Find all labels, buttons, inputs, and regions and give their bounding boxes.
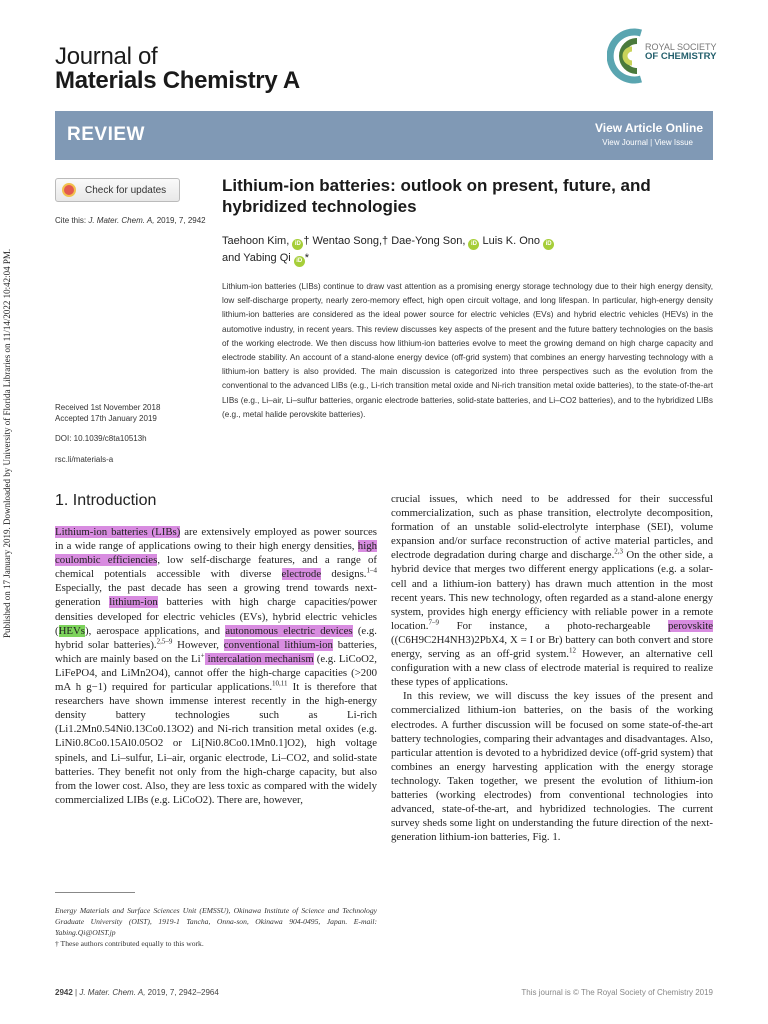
download-stamp: [2, 170, 16, 638]
text: batteries with high charge capacities/power densities developed for electric vehicles (EVs), hybrid electric vehicles (: [55, 596, 378, 637]
text: However, an alternative cell configuration with a new class of electrode material is required to realize these types of applications.: [391, 648, 713, 689]
reference[interactable]: 12: [569, 646, 576, 655]
citation-info: [55, 215, 215, 226]
text: Especially, the past decade has seen a growing trend towards next-generation: [55, 582, 377, 609]
reference[interactable]: 7–9: [428, 618, 439, 627]
text: designs.: [321, 568, 367, 581]
equal-contribution-note: † These authors contributed equally to this work.: [55, 939, 204, 948]
footnote-divider: [55, 892, 135, 893]
journal-title: [55, 45, 300, 93]
highlight: autonomous electric devices: [225, 624, 353, 637]
text: It is therefore that researchers have shown immense interest recently in the high-energy density battery technologies such as Li-rich (Li1.2Mn0.54Ni0.13Co0.13O2) and Ni-rich transition metal oxides (e.g. LiNi0.8Co0.15Al0.05O2 or Li[Ni0.8Co0.1Mn0.1]O2), high voltage spinels, and Li–sulfur, Li–air, organic electrode, Li–CO2, and solid-state batteries. They benefit not only from the high-charge capacity, but also from the lower cost. Also, they are less toxic as compared with the widely commercialized LIBs (e.g. LiCoO2). There are, however,: [55, 681, 378, 806]
orcid-icon[interactable]: iD: [468, 239, 479, 250]
orcid-icon[interactable]: iD: [292, 239, 303, 250]
footnotes: [55, 905, 377, 949]
check-for-updates-button[interactable]: [55, 178, 180, 202]
highlight: electrode: [281, 568, 322, 581]
text: crucial issues, which need to be addressed for their successful commercialization, such as phase transition, electrolyte decomposition, formation of an unstable solid-electrolyte interphase (SEI), volume expansion and/or surface reconstruction of active material particles, and electrode degradation during charge and discharge.: [391, 493, 713, 562]
download-stamp-text: Published on 17 January 2019. Downloaded by University of Florida Libraries on 11/14/2022 10:42:04 PM.: [2, 248, 12, 638]
page-footer-left: [55, 988, 219, 997]
footer-volume: 2019, 7, 2942–2964: [145, 988, 219, 997]
text: However,: [172, 638, 224, 651]
review-scope-paragraph: In this review, we will discuss the key issues of the present and commercialized lithium-ion batteries, on the basis of the working electrodes. A further discussion will be focused on some state-of-the-art battery technologies, comparing their advantages and disadvantages. Also, particular attention is devoted to a hybridized device (off-grid system) that combines an energy harvesting application with the energy storage technology. Taken together, we present the evolution of lithium-ion batteries (working electrodes) from conventional technologies into advanced, state-of-the-art, and hybridized technologies. The current survey sheds some light on understanding the future direction of the next-generation lithium-ion batteries, Fig. 1.: [391, 690, 713, 844]
rsc-logo-line2: OF CHEMISTRY: [645, 51, 717, 62]
abstract: Lithium-ion batteries (LIBs) continue to draw vast attention as a promising energy storage technology due to their high energy density, low self-discharge property, nearly zero-memory effect, high open circuit voltage, and long lifespan. In particular, high-energy density lithium-ion batteries are considered as the ideal power source for electric vehicles (EVs) and hybrid electric vehicles (HEVs) in the automotive industry, in recent years. This review discusses key aspects of the present and the future battery technologies on the basis of the working electrode. We then discuss how lithium-ion batteries evolve to meet the growing demand on high charge capacity and electrode stability. An account of a stand-alone energy device (off-grid system) that combines an energy harvesting technology with a lithium-ion battery is also provided. The main discussion is categorized into three perspectives such as the evolution from the conventional to the advanced LIBs (e.g., Li-rich transition metal oxide and Ni-rich transition metal oxide batteries), to the state-of-the-art LIBs (e.g., Li–air, Li–sulfur batteries, organic electrode batteries, solid-state batteries, and Li–CO2 batteries), and to the hybridized LIBs (e.g., metal halide perovskite batteries).: [222, 282, 713, 419]
highlight: conventional lithium-ion: [223, 638, 333, 651]
superscript: +: [200, 651, 205, 660]
reference[interactable]: 10,11: [272, 679, 288, 688]
author-song-son: † Wentao Song,† Dae-Yong Son,: [303, 235, 466, 247]
rsc-logo[interactable]: [607, 22, 717, 90]
author-kim: Taehoon Kim,: [222, 235, 290, 247]
footer-journal: J. Mater. Chem. A,: [79, 988, 146, 997]
text: ), aerospace applications, and: [85, 624, 226, 637]
body-left-column: [55, 525, 377, 807]
highlight: lithium-ion: [109, 596, 158, 609]
affiliation: Energy Materials and Surface Sciences Unit (EMSSU), Okinawa Institute of Science and Technology Graduate University (OIST), 1919-1 Tancha, Onna-son, Okinawa 904-0495, Japan. E-mail: Yabing.Qi@OIST.jp: [55, 906, 377, 937]
rsc-logo-text: [645, 43, 717, 61]
text: batteries, which are mainly based on the Li: [55, 638, 377, 665]
reference[interactable]: 1–4: [366, 566, 377, 575]
rsc-logo-line1: ROYAL SOCIETY: [645, 42, 717, 52]
author-qi: and Yabing Qi: [222, 252, 291, 264]
journal-title-line1: Journal of: [55, 43, 158, 70]
text: On the other side, a hybrid device that merges two different energy applications (e.g. a solar-cell and a lithium-ion battery) has drawn much attention in the most recent years. This new technology, often regarded as a stand-alone energy system, provides high energy efficiency with reliable power in a remote location.: [391, 549, 714, 632]
reference[interactable]: 2,5–9: [156, 637, 173, 646]
check-updates-icon: [62, 183, 76, 197]
page-number: 2942: [55, 988, 73, 997]
cite-label: Cite this:: [55, 216, 87, 225]
text: are extensively employed as power sources in a wide range of applications owing to their high energy densities,: [55, 526, 378, 553]
highlight: Lithium-ion batteries (LIBs): [55, 526, 181, 538]
article-dates: [55, 402, 215, 424]
highlight: intercalation mechanism: [204, 652, 314, 665]
orcid-icon[interactable]: iD: [294, 256, 305, 267]
view-article-online-link[interactable]: View Article Online: [594, 121, 703, 135]
text: (e.g. LiCoO2, LiFePO4, and LiMn2O4), cannot offer the high-charge capacities (>200 mA h g−1) required for particular applications.: [55, 652, 377, 694]
check-updates-label: Check for updates: [85, 184, 167, 196]
article-title: Lithium-ion batteries: outlook on present, future, and hybridized technologies: [222, 176, 651, 216]
orcid-icon[interactable]: iD: [543, 239, 554, 250]
text: (e.g. hybrid solar batteries).: [55, 624, 377, 651]
author-list: [222, 233, 717, 267]
text: , low self-discharge features, and a range of chemical potentials accessible with diverse: [55, 554, 377, 581]
cite-journal: J. Mater. Chem. A,: [88, 216, 155, 225]
view-journal-issue-links[interactable]: View Journal | View Issue: [602, 138, 693, 147]
reference[interactable]: 2,3: [614, 547, 624, 556]
footer-separator: |: [72, 988, 80, 997]
intro-paragraph-cont: [391, 492, 713, 689]
article-type-label: REVIEW: [67, 124, 145, 145]
doi[interactable]: DOI: 10.1039/c8ta10513h: [55, 434, 147, 443]
received-date: Received 1st November 2018: [55, 403, 161, 412]
author-ono: Luis K. Ono: [482, 235, 541, 247]
section-heading: 1. Introduction: [55, 492, 157, 509]
body-right-column: [391, 492, 713, 844]
journal-title-line2: Materials Chemistry A: [55, 67, 300, 94]
accepted-date: Accepted 17th January 2019: [55, 414, 157, 423]
text: ((C6H9C2H4NH3)2PbX4, X = I or Br) battery can both convert and store energy, serving as an off-grid system.: [391, 633, 713, 661]
intro-paragraph: [55, 525, 377, 807]
copyright-footer: This journal is © The Royal Society of Chemistry 2019: [521, 988, 713, 997]
rsc-short-link[interactable]: rsc.li/materials-a: [55, 455, 114, 464]
highlight: HEVs: [58, 624, 86, 637]
cite-volume: 2019, 7, 2942: [156, 216, 206, 225]
highlight: perovskite: [668, 619, 713, 632]
highlight: high coulombic efficiencies: [55, 540, 377, 567]
review-banner: [55, 111, 713, 160]
text: For instance, a photo-rechargeable: [438, 619, 669, 632]
corresponding-mark: *: [304, 252, 310, 264]
